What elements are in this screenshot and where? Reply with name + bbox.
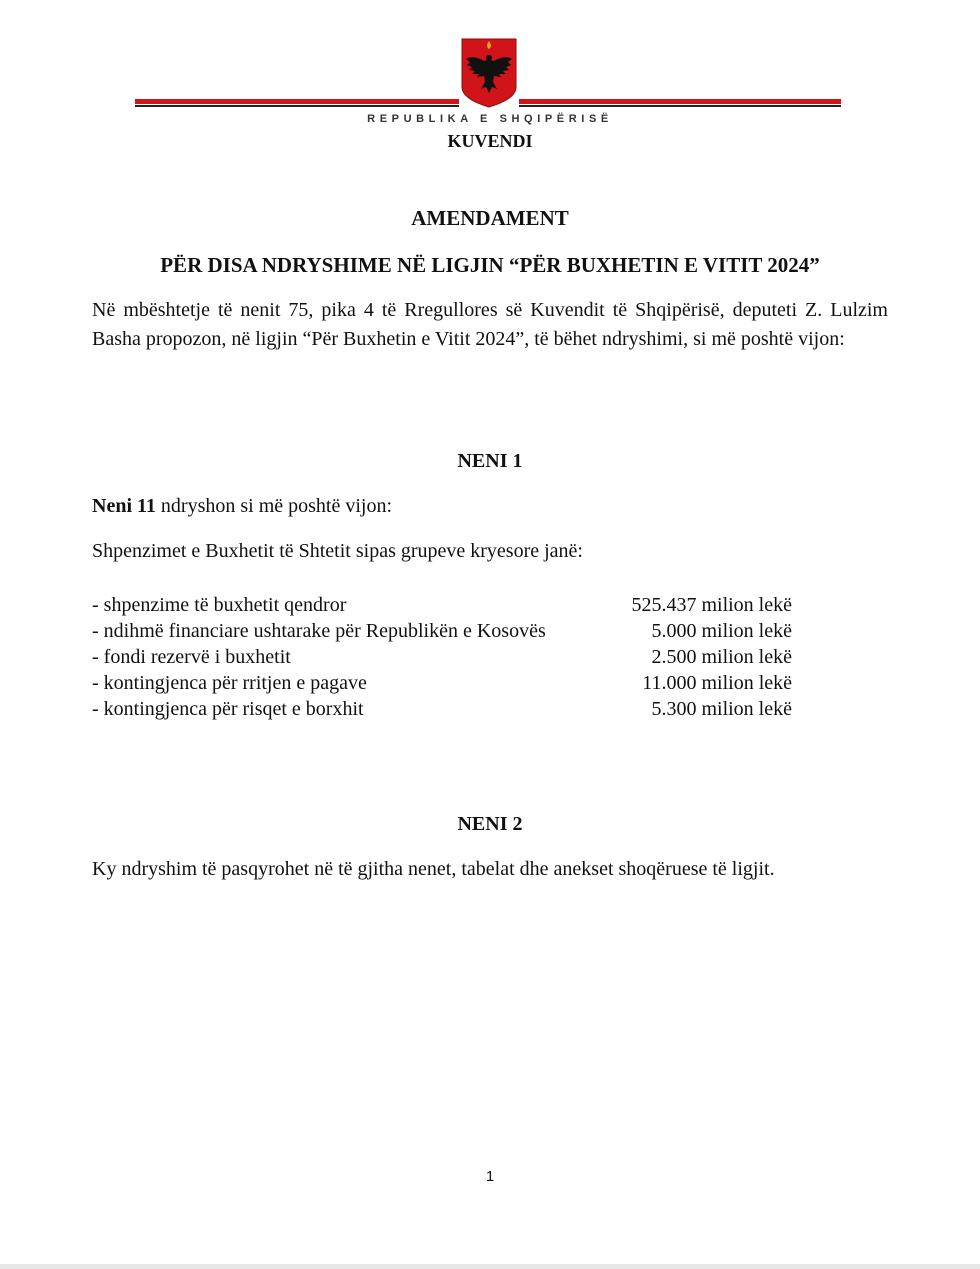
item-label: - fondi rezervë i buxhetit: [92, 646, 291, 668]
list-item: [92, 670, 792, 696]
item-amount: 11.000 milion lekë: [642, 672, 792, 694]
institution-name: KUVENDI: [447, 131, 533, 151]
page-bottom-edge: [0, 1264, 980, 1269]
header-red-rule-right: [519, 99, 841, 104]
expenditure-list: [92, 592, 792, 722]
article-2-text: Ky ndryshim të pasqyrohet në të gjitha nenet, tabelat dhe anekset shoqëruese të ligjit.: [92, 858, 775, 880]
article-1-lead: [92, 495, 392, 518]
document-subtitle: PËR DISA NDRYSHIME NË LIGJIN “PËR BUXHETIN E VITIT 2024”: [160, 253, 820, 277]
list-item: [92, 644, 792, 670]
article-reference: Neni 11: [92, 495, 156, 517]
item-label: - shpenzime të buxhetit qendror: [92, 594, 347, 616]
article-lead-text: ndryshon si më poshtë vijon:: [155, 495, 393, 517]
article-1-heading: NENI 1: [457, 450, 523, 472]
item-amount: 5.000 milion lekë: [651, 620, 792, 642]
list-item: [92, 618, 792, 644]
document-title: AMENDAMENT: [411, 206, 569, 230]
article-1-statement: Shpenzimet e Buxhetit të Shtetit sipas grupeve kryesore janë:: [92, 540, 583, 562]
list-item: [92, 592, 792, 618]
item-label: - kontingjenca për risqet e borxhit: [92, 698, 364, 720]
republic-name: REPUBLIKA E SHQIPËRISË: [367, 113, 613, 125]
albanian-emblem-icon: [460, 37, 518, 109]
article-2-heading: NENI 2: [457, 813, 523, 835]
item-label: - kontingjenca për rritjen e pagave: [92, 672, 367, 694]
page-number: 1: [485, 1168, 495, 1185]
header-dark-rule-right: [519, 105, 841, 107]
item-label: - ndihmë financiare ushtarake për Republikën e Kosovës: [92, 620, 546, 642]
list-item: [92, 696, 792, 722]
header-red-rule-left: [135, 99, 459, 104]
intro-paragraph: Në mbështetje të nenit 75, pika 4 të Rregullores së Kuvendit të Shqipërisë, deputeti Z. Lulzim Basha propozon, në ligjin “Për Buxhetin e Vitit 2024”, të bëhet ndryshimi, si më poshtë vijon:: [92, 299, 888, 350]
item-amount: 525.437 milion lekë: [631, 594, 792, 616]
item-amount: 5.300 milion lekë: [651, 698, 792, 720]
header-dark-rule-left: [135, 105, 459, 107]
item-amount: 2.500 milion lekë: [651, 646, 792, 668]
